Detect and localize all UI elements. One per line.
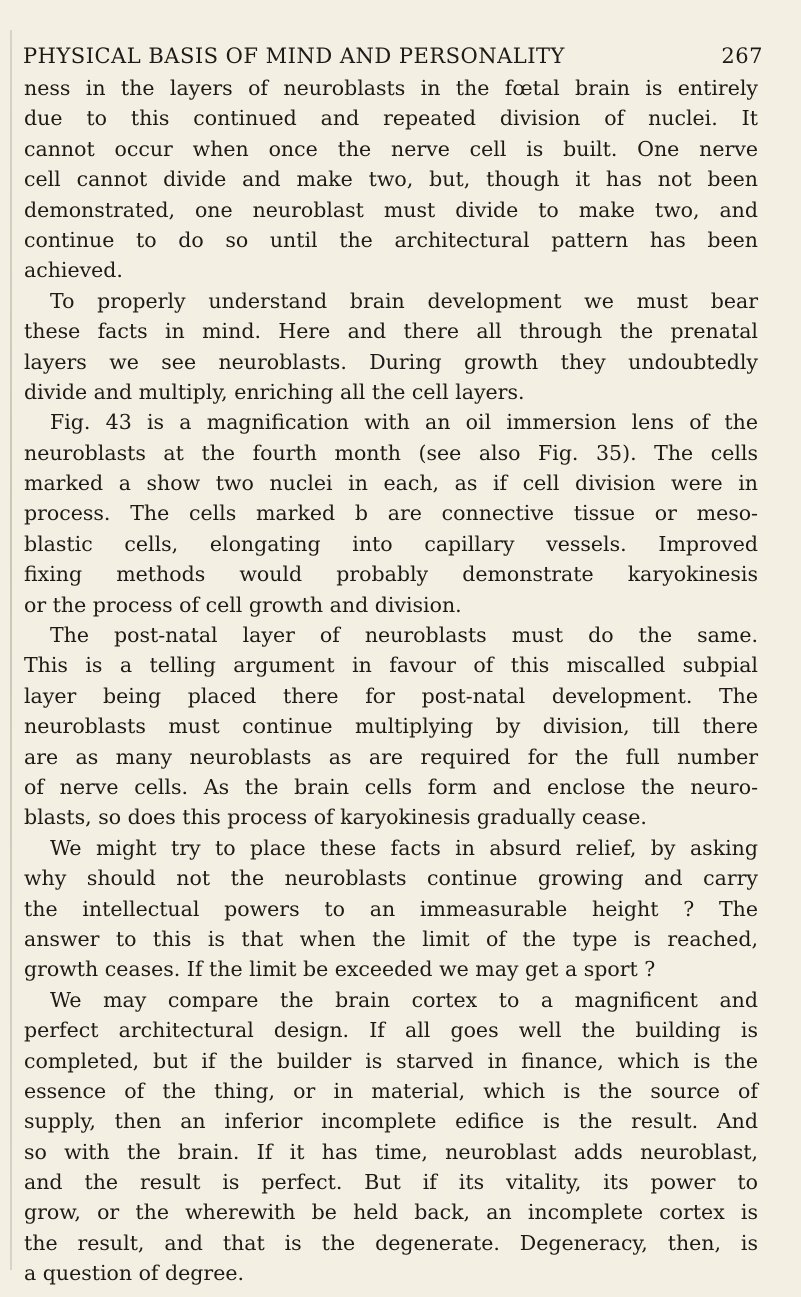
- text-line: neuroblasts at the fourth month (see also Fig. 35). The cells: [24, 440, 758, 465]
- text-line: the intellectual powers to an immeasurable height ? The: [24, 896, 758, 921]
- text-line: neuroblasts must continue multiplying by division, till there: [24, 714, 758, 739]
- text-line: blasts, so does this process of karyokinesis gradually cease.: [24, 805, 647, 830]
- text-line: why should not the neuroblasts continue growing and carry: [24, 866, 758, 891]
- text-line: of nerve cells. As the brain cells form and enclose the neuro-: [24, 774, 758, 799]
- text-line: blastic cells, elongating into capillary vessels. Improved: [24, 531, 758, 556]
- text-line: the result, and that is the degenerate. Degeneracy, then, is: [24, 1230, 758, 1255]
- text-line: a question of degree.: [24, 1261, 244, 1286]
- text-line: demonstrated, one neuroblast must divide to make two, and: [24, 197, 758, 222]
- text-line: or the process of cell growth and division.: [24, 592, 462, 617]
- text-line: layer being placed there for post-natal development. The: [24, 683, 758, 708]
- text-line: supply, then an inferior incomplete edifice is the result. And: [24, 1109, 758, 1134]
- text-line: process. The cells marked b are connective tissue or meso-: [24, 501, 758, 526]
- text-line: marked a show two nuclei in each, as if cell division were in: [24, 471, 758, 496]
- text-line: divide and multiply, enriching all the cell layers.: [24, 379, 525, 404]
- text-line: are as many neuroblasts as are required for the full number: [24, 744, 758, 769]
- text-line: and the result is perfect. But if its vitality, its power to: [24, 1170, 758, 1195]
- text-line: Fig. 43 is a magnification with an oil immersion lens of the: [50, 410, 758, 435]
- text-line: cell cannot divide and make two, but, though it has not been: [24, 167, 758, 192]
- text-line: ness in the layers of neuroblasts in the fœtal brain is entirely: [24, 76, 758, 100]
- text-line: completed, but if the builder is starved in finance, which is the: [24, 1048, 758, 1073]
- text-line: grow, or the wherewith be held back, an incomplete cortex is: [24, 1200, 758, 1225]
- text-line: these facts in mind. Here and there all through the prenatal: [24, 319, 758, 344]
- text-line: essence of the thing, or in material, which is the source of: [24, 1078, 758, 1103]
- text-line: To properly understand brain development we must bear: [50, 288, 758, 313]
- text-line: growth ceases. If the limit be exceeded we may get a sport ?: [24, 957, 656, 982]
- text-line: cannot occur when once the nerve cell is built. One nerve: [24, 136, 758, 161]
- text-line: We may compare the brain cortex to a magnificent and: [50, 987, 758, 1012]
- running-head: [23, 44, 763, 68]
- body-text: [24, 73, 758, 1289]
- text-line: answer to this is that when the limit of the type is reached,: [24, 926, 758, 951]
- text-line: fixing methods would probably demonstrate karyokinesis: [24, 562, 758, 587]
- text-line: continue to do so until the architectural pattern has been: [24, 227, 758, 252]
- text-line: perfect architectural design. If all goes well the building is: [24, 1018, 758, 1043]
- page-number: 267: [721, 44, 763, 68]
- running-head-title: PHYSICAL BASIS OF MIND AND PERSONALITY: [23, 44, 565, 68]
- binding-gutter: [10, 30, 12, 1270]
- text-line: achieved.: [24, 258, 123, 283]
- text-line: We might try to place these facts in absurd relief, by asking: [50, 835, 758, 860]
- text-line: so with the brain. If it has time, neuroblast adds neuroblast,: [24, 1139, 758, 1164]
- text-line: The post-natal layer of neuroblasts must do the same.: [50, 623, 758, 648]
- text-line: due to this continued and repeated division of nuclei. It: [24, 106, 758, 131]
- text-line: This is a telling argument in favour of this miscalled subpial: [24, 653, 758, 678]
- text-line: layers we see neuroblasts. During growth they undoubtedly: [24, 349, 758, 374]
